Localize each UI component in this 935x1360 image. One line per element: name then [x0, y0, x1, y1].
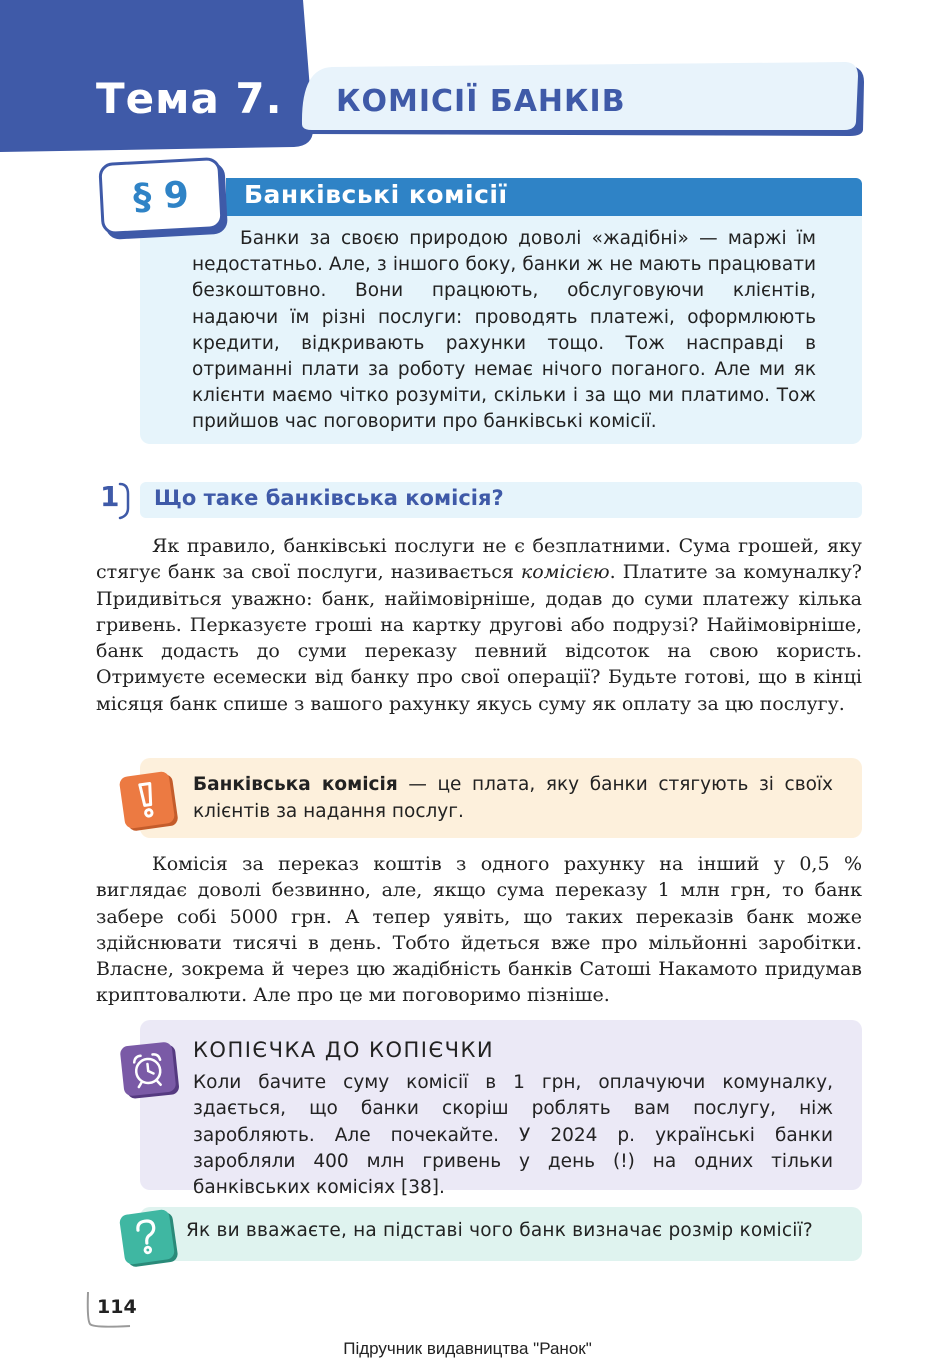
alarm-clock-icon: [120, 1041, 177, 1096]
definition-term: Банківська комісія: [193, 774, 398, 795]
exclamation-icon: [119, 771, 176, 829]
section-title: Банківські комісії: [244, 180, 508, 209]
subsection-title: Що таке банківська комісія?: [154, 486, 504, 510]
page-number: 114: [97, 1296, 137, 1318]
question-text: Як ви вважаєте, на підставі чого банк визначає розмір комісії?: [186, 1220, 813, 1241]
definition-body: — це плата, яку банки стягують зі своїх клієнтів за надання послуг.: [193, 774, 834, 822]
body-paragraph-2: Комісія за переказ коштів з одного рахунку на інший у 0,5 % виглядає доволі безвинно, але, якщо сума переказу 1 млн грн, то банк забере собі 5000 грн. А тепер уявіть, що таких переказів банк може здійснювати тисячі в день. Тобто йдеться вже про мільйонні заробітки. Власне, зокрема й через цю жадібність банків Сатоші Накамото придумав криптовалюти. Але про це ми поговоримо пізніше.: [96, 853, 862, 1007]
subsection-number: 1: [100, 480, 120, 513]
topic-title: КОМІСІЇ БАНКІВ: [336, 84, 626, 119]
body-paragraph-1: [96, 533, 862, 717]
section-number-badge: [98, 157, 224, 235]
topic-label: Тема 7.: [96, 74, 283, 123]
para1-start: Як правило, банківські послуги не є безплатними. Сума грошей, яку стягує банк за свої послуги, називається: [96, 535, 862, 584]
para1-term: комісією: [520, 561, 610, 584]
subsection-bracket-icon: [118, 482, 132, 520]
kopiyechka-text: Коли бачите суму комісії в 1 грн, оплачуючи комуналку, здається, що банки скоріш роблять вам послугу, ніж заробляють. Але почекайте. У 2024 р. українські банки заробляли 400 млн гривень у день (!) на одних тільки банківських комісіях [38].: [193, 1072, 833, 1199]
publisher-note: Підручник видавництва "Ранок": [343, 1339, 592, 1358]
definition-text: [193, 771, 833, 825]
kopiyechka-title: КОПІЄЧКА ДО КОПІЄЧКИ: [193, 1038, 495, 1062]
section-intro-text: Банки за своєю природою доволі «жадібні» — маржі їм недостатньо. Але, з іншого боку, банки ж не мають працювати безкоштовно. Вони працюють, обслуговуючи клієнтів, надаючи їм різні послуги: проводять платежі, оформлюють кредити, відкривають рахунки тощо. Тож насправді в отриманні плати за роботу немає нічого поганого. Але ми як клієнти маємо чітко розуміти, скільки і за що ми платимо. Тож прийшов час поговорити про банківські комісії.: [192, 228, 816, 433]
section-number: § 9: [132, 174, 190, 218]
question-mark-icon: [119, 1209, 175, 1265]
para1-end: . Платите за комуналку? Придивіться уважно: банк, найімовірніше, додав до суми платежу кілька гривень. Перказуєте гроші на картку другові або подрузі? Найімовірніше, банк додасть до суми переказу певний відсоток на свою користь. Отримуєте есемески від банку про свої операції? Будьте готові, що в кінці місяця банк спише з вашого рахунку якусь суму як оплату за цю послугу.: [96, 561, 862, 715]
